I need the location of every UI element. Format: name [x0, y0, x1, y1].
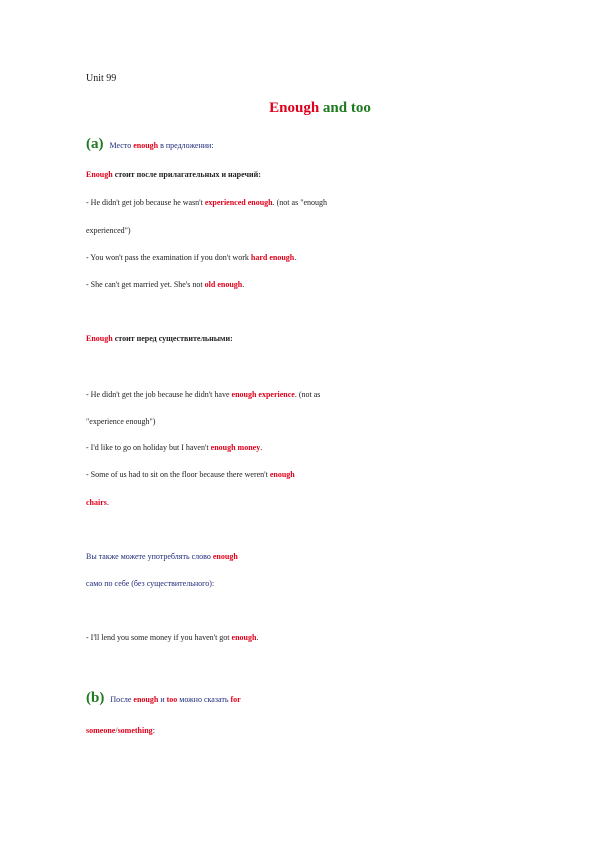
- section-b-heading-continued: someone/something:: [86, 726, 155, 735]
- note-standalone: Вы также можете употреблять слово enough: [86, 552, 238, 561]
- example-6: - Some of us had to sit on the floor because there weren't enough: [86, 470, 295, 479]
- example-1-continued: experienced"): [86, 226, 131, 235]
- example-4-continued: "experience enough"): [86, 417, 156, 426]
- section-b-heading: (b) После enough и too можно сказать for: [86, 690, 241, 706]
- section-b-letter: (b): [86, 690, 105, 706]
- example-2: - You won't pass the examination if you don't work hard enough.: [86, 253, 297, 262]
- example-5: - I'd like to go on holiday but I haven't enough money.: [86, 443, 263, 452]
- example-6-continued: chairs.: [86, 498, 109, 507]
- rule-before-nouns: Enough стоит перед существительными:: [86, 334, 233, 343]
- title-word-too: too: [350, 100, 371, 116]
- example-7: - I'll lend you some money if you haven't got enough.: [86, 633, 259, 642]
- note-standalone-continued: само по себе (без существительного):: [86, 579, 215, 588]
- section-a-letter: (a): [86, 136, 104, 152]
- section-a-heading: (a) Место enough в предложении:: [86, 136, 214, 152]
- title-word-and: and: [319, 100, 351, 116]
- unit-label: Unit 99: [86, 73, 117, 84]
- example-1: - He didn't get job because he wasn't experienced enough. (not as "enough: [86, 198, 328, 207]
- rule-after-adjectives: Enough стоит после прилагательных и наречий:: [86, 170, 261, 179]
- page-title: [0, 100, 595, 117]
- example-3: - She can't get married yet. She's not old enough.: [86, 280, 245, 289]
- title-word-enough: Enough: [269, 100, 320, 116]
- example-4: - He didn't get the job because he didn't have enough experience. (not as: [86, 390, 321, 399]
